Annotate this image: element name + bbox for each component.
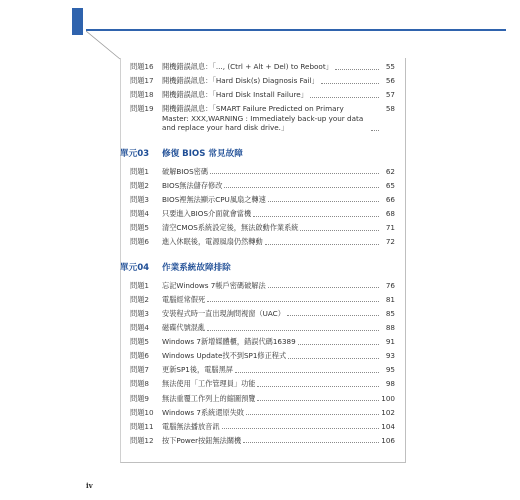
entry-title-wrap (162, 295, 381, 305)
entry-title-wrap (162, 394, 381, 404)
entry-title-wrap (162, 365, 381, 375)
entry-title-wrap (162, 281, 381, 291)
dot-leader (335, 69, 379, 70)
entry-title-wrap (162, 104, 381, 133)
entry-page: 68 (385, 209, 395, 219)
entry-number: 問題4 (130, 323, 149, 333)
entry-page: 106 (381, 435, 395, 445)
entry-page: 100 (381, 393, 395, 403)
dot-leader (300, 230, 379, 231)
entry-title-wrap (162, 167, 381, 177)
entry-number: 問題17 (130, 76, 154, 86)
entry-page: 71 (385, 223, 395, 233)
dot-leader (207, 301, 379, 302)
entry-number: 問題18 (130, 90, 154, 100)
toc-entry[interactable] (130, 237, 395, 247)
toc-entry[interactable] (130, 379, 395, 389)
entry-number: 問題2 (130, 180, 149, 190)
entry-title: Windows 7系統還原失敗 (162, 407, 245, 417)
entry-number: 問題12 (130, 435, 154, 445)
toc-entry[interactable] (130, 422, 395, 432)
entry-page: 98 (385, 379, 395, 389)
toc-entry[interactable] (130, 209, 395, 219)
entry-title: 只要進入BIOS介面就會當機 (162, 209, 252, 219)
chapter-number: 單元04 (120, 262, 150, 273)
entry-page: 76 (385, 280, 395, 290)
entry-page: 57 (385, 90, 395, 100)
dot-leader (243, 442, 379, 443)
chapter-title: 作業系統故障排除 (162, 262, 231, 273)
entry-page: 95 (385, 365, 395, 375)
entry-title: 開機錯誤訊息：「SMART Failure Predicted on Primary Master: XXX,WARNING : Immediately back-up your data and replace your hard disk drive.」 (162, 104, 364, 133)
toc-entry[interactable] (130, 408, 395, 418)
dot-leader (257, 386, 379, 387)
entry-page: 62 (385, 166, 395, 176)
dot-leader (265, 244, 379, 245)
entry-title-wrap (162, 90, 381, 100)
entry-title: 開機錯誤訊息：「Hard Disk(s) Diagnosis Fail」 (162, 76, 319, 86)
chapter-heading[interactable] (120, 261, 395, 273)
dot-leader (235, 372, 379, 373)
chapter-title: 修復 BIOS 常見故障 (162, 148, 243, 159)
toc-entry[interactable] (130, 351, 395, 361)
entry-page: 66 (385, 194, 395, 204)
entry-page: 81 (385, 294, 395, 304)
dot-leader (224, 187, 379, 188)
entry-number: 問題8 (130, 379, 149, 389)
toc-entry[interactable] (130, 309, 395, 319)
toc-entry[interactable] (130, 90, 395, 100)
entry-title: 清空CMOS系統設定後，無法啟動作業系統 (162, 223, 299, 233)
toc-entry[interactable] (130, 76, 395, 86)
page-folio: iv (86, 481, 93, 490)
toc-entry[interactable] (130, 167, 395, 177)
entry-title: 開機錯誤訊息：「..., (Ctrl + Alt + Del) to Reboot」 (162, 62, 333, 71)
entry-title-wrap (162, 309, 381, 319)
chapter-entries (130, 281, 395, 446)
dot-leader (288, 358, 379, 359)
dot-leader (268, 201, 379, 202)
entry-number: 問題7 (130, 365, 149, 375)
intro-entries (130, 62, 395, 133)
dot-leader (257, 400, 379, 401)
toc-entry[interactable] (130, 104, 395, 133)
entry-number: 問題10 (130, 407, 154, 417)
entry-page: 88 (385, 323, 395, 333)
entry-title-wrap (162, 422, 381, 432)
dot-leader (246, 414, 379, 415)
entry-title: 無法重覆工作列上的縮圖預覽 (162, 393, 256, 403)
entry-number: 問題6 (130, 237, 149, 247)
entry-title: 電腦無法播放音訊 (162, 421, 220, 431)
entry-page: 56 (385, 76, 395, 86)
entry-title: Windows Update找不到SP1修正程式 (162, 351, 287, 361)
entry-title-wrap (162, 181, 381, 191)
toc-entry[interactable] (130, 394, 395, 404)
entry-title-wrap (162, 436, 381, 446)
chapter-heading[interactable] (120, 147, 395, 159)
toc-entry[interactable] (130, 195, 395, 205)
entry-number: 問題19 (130, 104, 154, 114)
entry-title-wrap (162, 209, 381, 219)
entry-page: 65 (385, 180, 395, 190)
toc-entry[interactable] (130, 62, 395, 72)
entry-title-wrap (162, 408, 381, 418)
dot-leader (287, 315, 379, 316)
dot-leader (210, 173, 379, 174)
toc-entry[interactable] (130, 181, 395, 191)
toc-entry[interactable] (130, 281, 395, 291)
entry-title-wrap (162, 237, 381, 247)
entry-number: 問題5 (130, 223, 149, 233)
dot-leader (310, 97, 379, 98)
entry-page: 85 (385, 308, 395, 318)
chapter-number: 單元03 (120, 148, 150, 159)
entry-page: 102 (381, 407, 395, 417)
entry-number: 問題1 (130, 166, 149, 176)
dot-leader (321, 83, 379, 84)
entry-title: 無法使用「工作管理員」功能 (162, 379, 256, 389)
dot-leader (207, 330, 379, 331)
entry-title: 破解BIOS密碼 (162, 166, 209, 176)
entry-number: 問題6 (130, 351, 149, 361)
entry-page: 104 (381, 421, 395, 431)
entry-page: 93 (385, 351, 395, 361)
dot-leader (371, 130, 379, 131)
entry-title: 電腦經常假死 (162, 294, 206, 304)
toc-entry[interactable] (130, 323, 395, 333)
entry-title-wrap (162, 351, 381, 361)
entry-number: 問題9 (130, 393, 149, 403)
header-rule (86, 29, 506, 31)
entry-title: 磁碟代號混亂 (162, 323, 206, 333)
chapter-entries (130, 167, 395, 247)
dot-leader (298, 344, 379, 345)
entry-page: 58 (385, 104, 395, 114)
dot-leader (253, 216, 379, 217)
toc-entry[interactable] (130, 365, 395, 375)
header-accent-bar (72, 8, 83, 35)
entry-title: 進入休眠後，電源風扇仍然轉動 (162, 237, 263, 247)
entry-number: 問題3 (130, 308, 149, 318)
entry-page: 55 (385, 62, 395, 71)
dot-leader (222, 428, 379, 429)
toc-entry[interactable] (130, 223, 395, 233)
entry-title: BIOS裡無法顯示CPU風扇之轉速 (162, 194, 266, 204)
entry-number: 問題16 (130, 62, 154, 71)
entry-title-wrap (162, 223, 381, 233)
entry-title: 更新SP1後，電腦黑屏 (162, 365, 233, 375)
entry-title-wrap (162, 323, 381, 333)
entry-number: 問題2 (130, 294, 149, 304)
entry-number: 問題5 (130, 337, 149, 347)
toc-entry[interactable] (130, 436, 395, 446)
entry-title: 安裝程式時一直出現詢問視窗（UAC） (162, 308, 285, 318)
entry-title-wrap (162, 195, 381, 205)
entry-number: 問題11 (130, 421, 154, 431)
entry-number: 問題3 (130, 194, 149, 204)
entry-title-wrap (162, 379, 381, 389)
toc-entry[interactable] (130, 295, 395, 305)
dot-leader (268, 287, 379, 288)
entry-title: 按下Power按鈕無法關機 (162, 435, 242, 445)
table-of-contents (120, 62, 395, 450)
entry-title: Windows 7新增媒體櫃，錯誤代碼16389 (162, 337, 296, 347)
entry-page: 91 (385, 337, 395, 347)
entry-number: 問題4 (130, 209, 149, 219)
entry-title-wrap (162, 337, 381, 347)
entry-number: 問題1 (130, 280, 149, 290)
entry-title: 開機錯誤訊息：「Hard Disk Install Failure」 (162, 90, 308, 100)
entry-title: 忘記Windows 7帳戶密碼破解法 (162, 280, 266, 290)
entry-title-wrap (162, 62, 381, 72)
entry-page: 72 (385, 237, 395, 247)
entry-title-wrap (162, 76, 381, 86)
toc-entry[interactable] (130, 337, 395, 347)
entry-title: BIOS無法儲存修改 (162, 180, 223, 190)
